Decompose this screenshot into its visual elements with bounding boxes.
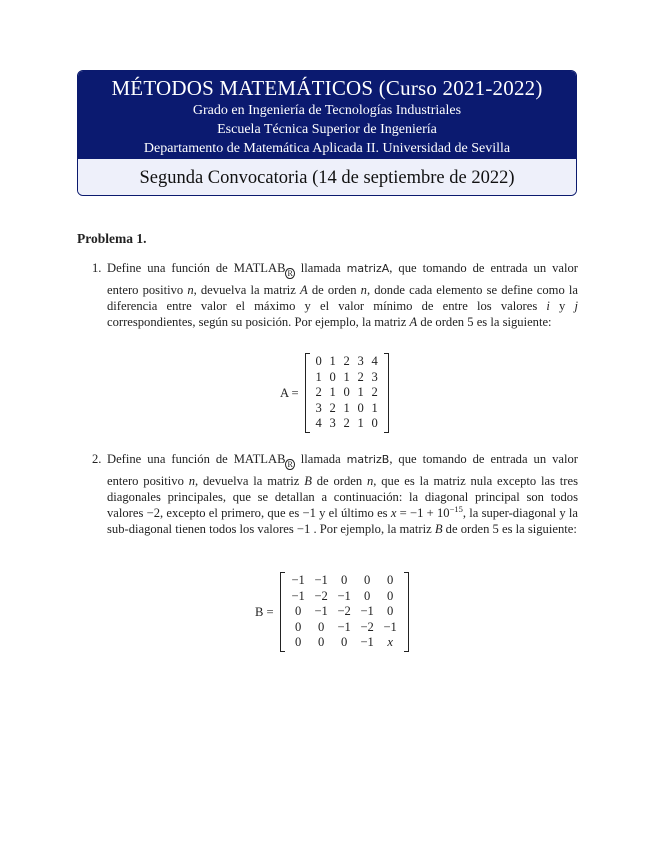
matrix-row (312, 416, 382, 432)
math-symbol: B (434, 522, 443, 537)
text-run: de orden (311, 473, 367, 488)
matrix-cell: 1 (329, 385, 336, 400)
item-number: 2. (92, 452, 102, 466)
matrix-cell: 2 (315, 385, 322, 400)
matrix-cell: −1 (314, 573, 328, 588)
matrix-cell: −2 (314, 588, 328, 603)
department-name: Departamento de Matemática Aplicada II. Universidad de Sevilla (143, 141, 511, 156)
text-run: llamada (294, 452, 347, 466)
matrix-cell: 0 (318, 619, 325, 634)
matrix-cell: x (387, 635, 393, 650)
math-symbol: n (360, 282, 367, 297)
matrix-cell: 2 (343, 354, 350, 369)
matrix-cell: 2 (357, 369, 364, 384)
matrix-cell: 1 (329, 354, 336, 369)
text-run: , que tomando de entrada un valor entero positivo (107, 452, 578, 488)
text-run: llamada (294, 261, 347, 275)
matrix-row (312, 385, 382, 401)
text-run: de orden 5 es la siguiente: (417, 315, 552, 330)
item-number: 1. (92, 261, 102, 275)
item-text (107, 260, 578, 330)
math-symbol: B (304, 473, 312, 488)
text-run: de orden 5 es la siguiente: (442, 522, 577, 537)
matrix-cell: 1 (343, 400, 350, 415)
matrix-cell: 0 (318, 635, 325, 650)
math-symbol: A (299, 282, 308, 297)
matrix-row (312, 401, 382, 417)
matrix-cell: 0 (341, 573, 348, 588)
matrix-cell: 0 (371, 416, 378, 431)
matrix-cell: −1 (291, 573, 305, 588)
matrix-a (280, 353, 389, 433)
matrix-cell: 1 (315, 369, 322, 384)
matrix-cell: −1 (291, 588, 305, 603)
text-run: , donde cada elemento se define como la diferencia entre valor el máximo y el valor mínimo de entre los valores (107, 282, 578, 313)
text-run: y (549, 298, 575, 313)
matrix-label: A = (280, 385, 299, 400)
matrix-cell: −2 (337, 604, 351, 619)
text-run: de orden (307, 282, 361, 297)
matrix-cell: −1 (314, 604, 328, 619)
math-symbol: n (366, 473, 374, 488)
text-run: , que tomando de entrada un valor entero positivo (107, 261, 578, 297)
exam-header (77, 70, 577, 196)
text-run: , la super-diagonal y la sub-diagonal tienen todos los valores −1 . Por ejemplo, la matriz (107, 506, 579, 537)
matrix-cell: 1 (371, 400, 378, 415)
right-bracket (384, 353, 389, 433)
matrix-cell: 3 (329, 416, 336, 431)
matrix-cell: 0 (315, 354, 322, 369)
function-name: matrizB (346, 453, 390, 466)
matrix-b (255, 572, 409, 652)
matrix-cell: −1 (383, 619, 397, 634)
matrix-cell: 0 (387, 588, 394, 603)
text-run: Define una función de MATLAB (107, 261, 286, 275)
matrix-cell: 2 (343, 416, 350, 431)
matrix-row (287, 589, 402, 605)
degree-name: Grado en Ingeniería de Tecnologías Industriales (192, 103, 462, 118)
matrix-cell: 0 (343, 385, 350, 400)
math-symbol: i (546, 298, 550, 313)
problem-item-1 (92, 260, 578, 330)
text-run: correspondientes, según su posición. Por ejemplo, la matriz (107, 315, 410, 330)
matrix-label: B = (255, 604, 274, 619)
exam-session: Segunda Convocatoria (14 de septiembre de 2022) (78, 159, 576, 196)
matrix-cell: 0 (364, 588, 371, 603)
registered-mark: R (287, 268, 293, 278)
matrix-row (287, 604, 402, 620)
matrix-cell: 4 (371, 354, 378, 369)
item-text (107, 451, 578, 538)
problem-title: Problema 1. (77, 231, 147, 246)
math-symbol: j (574, 298, 579, 313)
matrix-cell: −1 (360, 604, 374, 619)
text-run: , que es la matriz nula excepto las tres diagonales principales, que se detallan a continuación: la diagonal principal son todos valores −2, excepto el primero, que es −1 y el último es (107, 473, 578, 521)
matrix-cell: −1 (337, 588, 351, 603)
matrix-cell: 2 (371, 385, 378, 400)
right-bracket (404, 572, 409, 652)
matrix-cell: 1 (357, 385, 364, 400)
registered-mark: R (287, 459, 293, 469)
matrix-cell: 0 (295, 604, 302, 619)
matrix-cell: 0 (329, 369, 336, 384)
matrix-cell: 0 (295, 635, 302, 650)
matrix-row (287, 620, 402, 636)
matrix-cell: 4 (315, 416, 322, 431)
matrix-cell: 1 (357, 416, 364, 431)
matrix-row (312, 370, 382, 386)
matrix-b-table (287, 573, 402, 651)
text-run: , devuelva la matriz (193, 282, 300, 297)
matrix-cell: −2 (360, 619, 374, 634)
text-run: , devuelva la matriz (195, 473, 305, 488)
left-bracket (280, 572, 285, 652)
exponent: −15 (449, 503, 463, 514)
matrix-cell: 0 (364, 573, 371, 588)
math-symbol: n (188, 473, 196, 488)
header-banner (78, 71, 576, 159)
matrix-row (287, 635, 402, 651)
matrix-cell: −1 (337, 619, 351, 634)
matrix-cell: −1 (360, 635, 374, 650)
matrix-cell: 3 (371, 369, 378, 384)
problem-item-2 (92, 451, 578, 538)
matrix-cell: 0 (387, 573, 394, 588)
matrix-cell: 0 (387, 604, 394, 619)
course-title: MÉTODOS MATEMÁTICOS (Curso 2021-2022) (111, 76, 543, 100)
math-symbol: n (187, 282, 194, 297)
matrix-cell: 0 (341, 635, 348, 650)
matrix-cell: 1 (343, 369, 350, 384)
matrix-cell: 2 (329, 400, 336, 415)
function-name: matrizA (346, 262, 390, 275)
matrix-cell: 3 (315, 400, 322, 415)
matrix-cell: 0 (357, 400, 364, 415)
text-run: = −1 + 10 (396, 506, 450, 521)
matrix-row (312, 354, 382, 370)
matrix-cell: 0 (295, 619, 302, 634)
matrix-row (287, 573, 402, 589)
matrix-a-table (312, 354, 382, 432)
text-run: Define una función de MATLAB (107, 452, 286, 466)
school-name: Escuela Técnica Superior de Ingeniería (217, 122, 437, 137)
left-bracket (305, 353, 310, 433)
matrix-cell: 3 (357, 354, 364, 369)
math-symbol: A (409, 315, 418, 330)
math-symbol: x (390, 506, 397, 521)
